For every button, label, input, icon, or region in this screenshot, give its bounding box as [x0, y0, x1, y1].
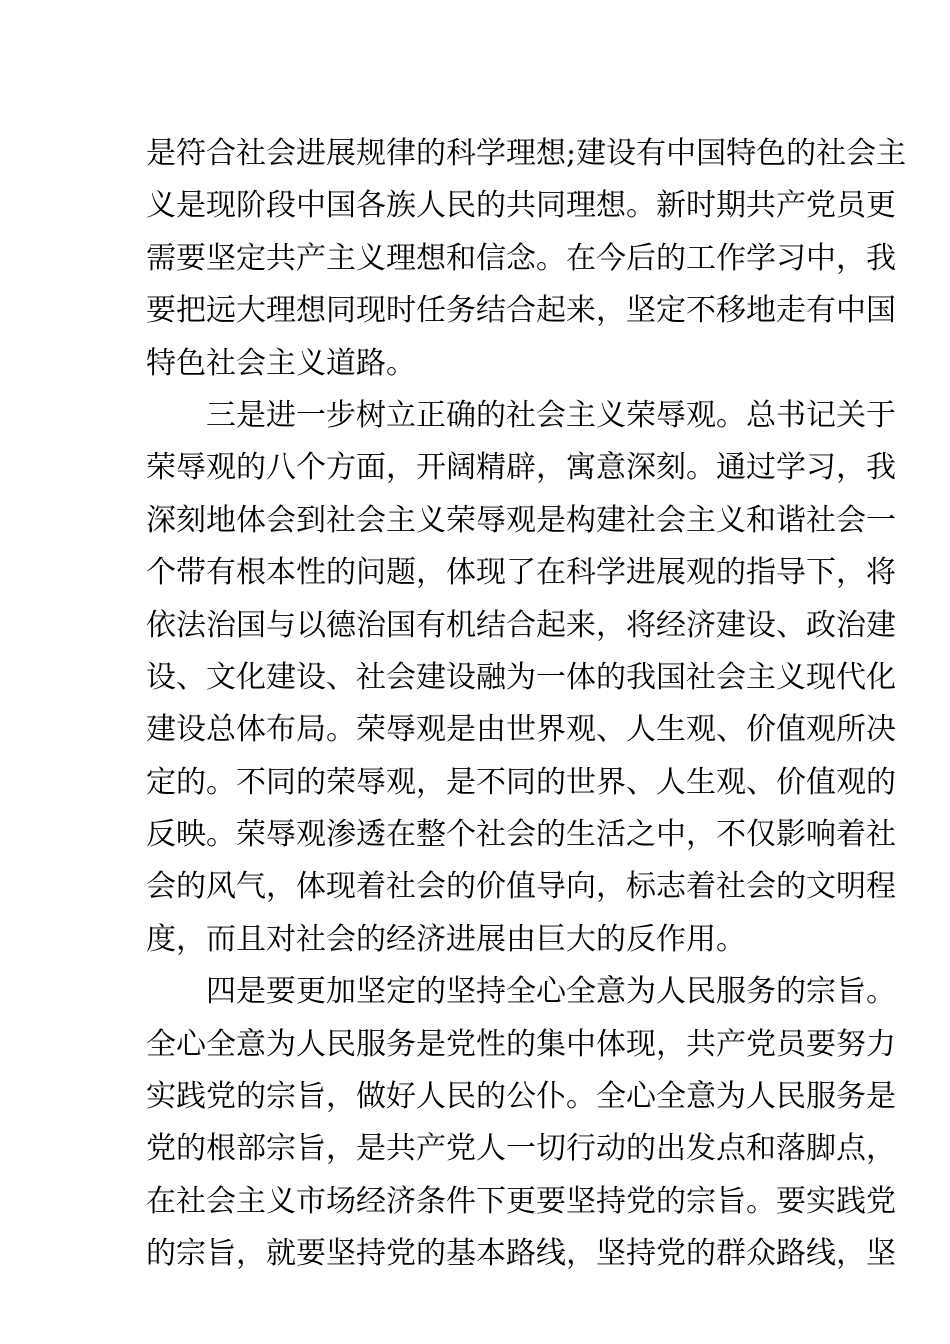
text-line: 特色社会主义道路。 [146, 345, 416, 381]
text-line: 个带有根本性的问题，体现了在科学进展观的指导下，将 [146, 555, 896, 591]
text-line: 是符合社会进展规律的科学理想;建设有中国特色的社会主 [146, 136, 907, 171]
text-line: 党的根部宗旨，是共产党人一切行动的出发点和落脚点， [146, 1131, 896, 1167]
text-line: 建设总体布局。荣辱观是由世界观、人生观、价值观所决 [146, 712, 896, 748]
text-line: 反映。荣辱观渗透在整个社会的生活之中，不仅影响着社 [146, 817, 896, 853]
paragraph-start-line: 四是要更加坚定的坚持全心全意为人民服务的宗旨。 [206, 974, 896, 1010]
text-line: 的宗旨，就要坚持党的基本路线，坚持党的群众路线，坚 [146, 1236, 896, 1272]
text-line: 定的。不同的荣辱观，是不同的世界、人生观、价值观的 [146, 764, 896, 800]
text-line: 义是现阶段中国各族人民的共同理想。新时期共产党员更 [146, 188, 896, 224]
text-line: 要把远大理想同现时任务结合起来，坚定不移地走有中国 [146, 293, 896, 329]
text-line: 在社会主义市场经济条件下更要坚持党的宗旨。要实践党 [146, 1183, 896, 1219]
text-line: 深刻地体会到社会主义荣辱观是构建社会主义和谐社会一 [146, 502, 896, 538]
paragraph-start-line: 三是进一步树立正确的社会主义荣辱观。总书记关于 [206, 397, 896, 433]
text-line: 会的风气，体现着社会的价值导向，标志着社会的文明程 [146, 869, 896, 905]
text-line: 设、文化建设、社会建设融为一体的我国社会主义现代化 [146, 659, 896, 695]
text-line: 度，而且对社会的经济进展由巨大的反作用。 [146, 921, 746, 957]
body-text [146, 128, 907, 1281]
text-line: 实践党的宗旨，做好人民的公仆。全心全意为人民服务是 [146, 1079, 896, 1115]
text-line: 需要坚定共产主义理想和信念。在今后的工作学习中，我 [146, 240, 896, 276]
text-line: 全心全意为人民服务是党性的集中体现，共产党员要努力 [146, 1026, 896, 1062]
text-line: 依法治国与以德治国有机结合起来，将经济建设、政治建 [146, 607, 896, 643]
text-line: 荣辱观的八个方面，开阔精辟，寓意深刻。通过学习，我 [146, 450, 896, 486]
